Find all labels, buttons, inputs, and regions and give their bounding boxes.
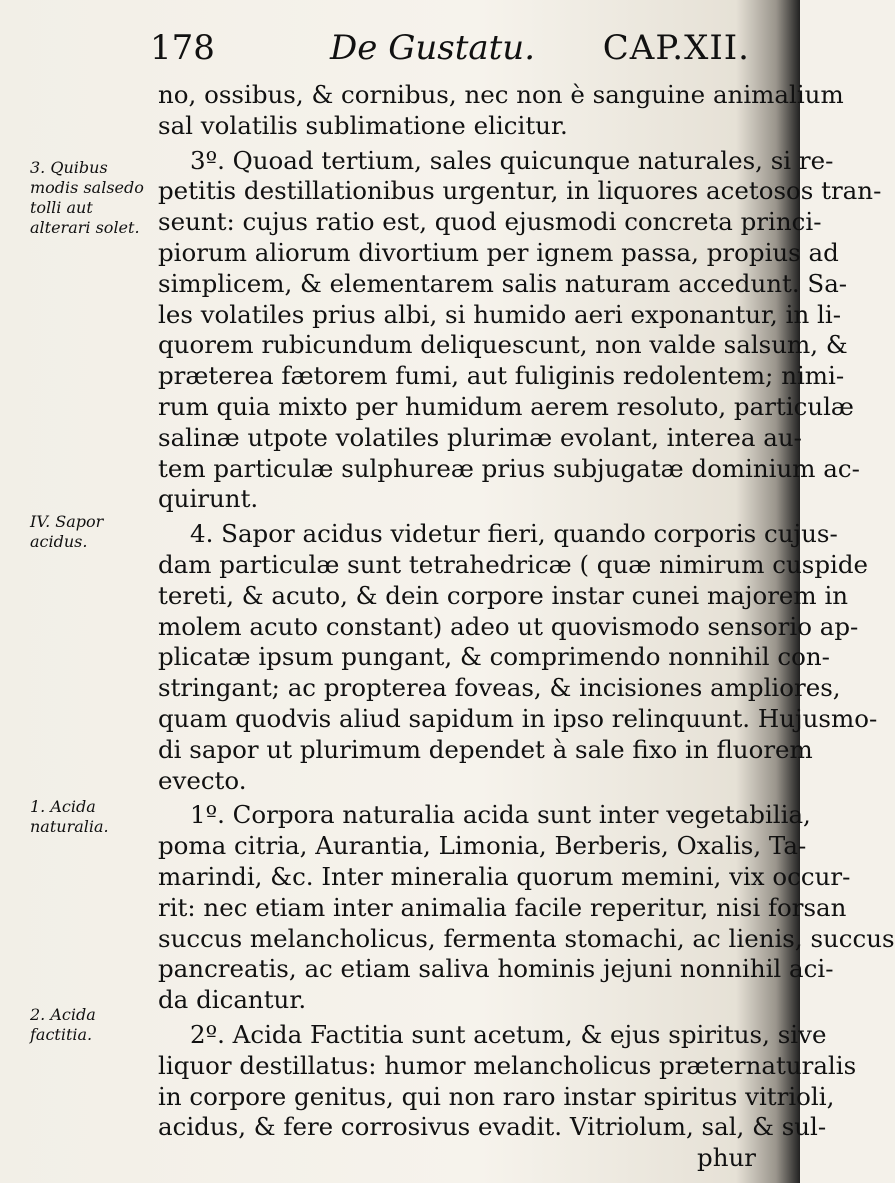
text-line: succus melancholicus, fermenta stomachi, ac lienis, succus <box>158 923 895 953</box>
text-line: piorum aliorum divortium per ignem passa, propius ad <box>158 237 839 267</box>
margin-note: 1. Acida naturalia. <box>30 797 109 836</box>
text-line: les volatiles prius albi, si humido aeri exponantur, in li- <box>158 299 841 329</box>
text-line: simplicem, & elementarem salis naturam accedunt. Sa- <box>158 268 848 298</box>
text-line: 3º. Quoad tertium, sales quicunque naturales, si re- <box>190 145 834 175</box>
text-line: liquor destillatus: humor melancholicus præternaturalis <box>158 1050 857 1080</box>
catchword: phur <box>697 1143 756 1173</box>
text-line: pancreatis, ac etiam saliva hominis jejuni nonnihil aci- <box>158 954 834 984</box>
text-line: stringant; ac propterea foveas, & incisiones ampliores, <box>158 673 841 703</box>
text-line: marindi, &c. Inter mineralia quorum memini, vix occur- <box>158 861 851 891</box>
text-line: di sapor ut plurimum dependet à sale fixo in fluorem <box>158 734 813 764</box>
text-line: sal volatilis sublimatione elicitur. <box>158 110 568 140</box>
text-line: tereti, & acuto, & dein corpore instar cunei majorem in <box>158 580 849 610</box>
text-line: petitis destillationibus urgentur, in liquores acetosos tran- <box>158 176 882 206</box>
text-line: quorem rubicundum deliquescunt, non valde salsum, & <box>158 330 848 360</box>
text-line: seunt: cujus ratio est, quod ejusmodi concreta princi- <box>158 207 822 237</box>
text-line: poma citria, Aurantia, Limonia, Berberis, Oxalis, Ta- <box>158 831 807 861</box>
text-line: salinæ utpote volatiles plurimæ evolant, interea au- <box>158 422 802 452</box>
text-line: tem particulæ sulphureæ prius subjugatæ dominium ac- <box>158 453 860 483</box>
page-number: 178 <box>150 28 215 68</box>
body-text <box>158 80 895 1174</box>
text-line: rum quia mixto per humidum aerem resoluto, particulæ <box>158 391 854 421</box>
text-line: acidus, & fere corrosivus evadit. Vitriolum, sal, & sul- <box>158 1112 827 1142</box>
text-line: no, ossibus, & cornibus, nec non è sanguine animalium <box>158 80 844 109</box>
text-line: 1º. Corpora naturalia acida sunt inter vegetabilia, <box>190 800 811 830</box>
text-line: in corpore genitus, qui non raro instar spiritus vitrioli, <box>158 1081 835 1111</box>
text-line: quam quodvis aliud sapidum in ipso relinquunt. Hujusmo- <box>158 703 878 733</box>
text-line: evecto. <box>158 765 247 795</box>
text-line: 4. Sapor acidus videtur fieri, quando corporis cujus- <box>190 519 838 549</box>
text-line: quirunt. <box>158 484 259 514</box>
text-line: 2º. Acida Factitia sunt acetum, & ejus spiritus, sive <box>190 1019 827 1049</box>
text-line: plicatæ ipsum pungant, & comprimendo nonnihil con- <box>158 642 830 672</box>
margin-note: 3. Quibus modis salsedo tolli aut alterari solet. <box>30 158 144 237</box>
running-title: De Gustatu. <box>330 28 535 68</box>
text-line: dam particulæ sunt tetrahedricæ ( quæ nimirum cuspide <box>158 549 869 579</box>
text-line: molem acuto constant) adeo ut quovismodo sensorio ap- <box>158 611 859 641</box>
margin-note: 2. Acida factitia. <box>30 1005 96 1044</box>
text-line: da dicantur. <box>158 985 307 1015</box>
page-header <box>150 28 750 78</box>
chapter-label: CAP.XII. <box>602 28 750 68</box>
text-line: rit: nec etiam inter animalia facile reperitur, nisi forsan <box>158 892 847 922</box>
margin-note: IV. Sapor acidus. <box>30 512 104 551</box>
text-line: præterea fætorem fumi, aut fuliginis redolentem; nimi- <box>158 361 845 391</box>
